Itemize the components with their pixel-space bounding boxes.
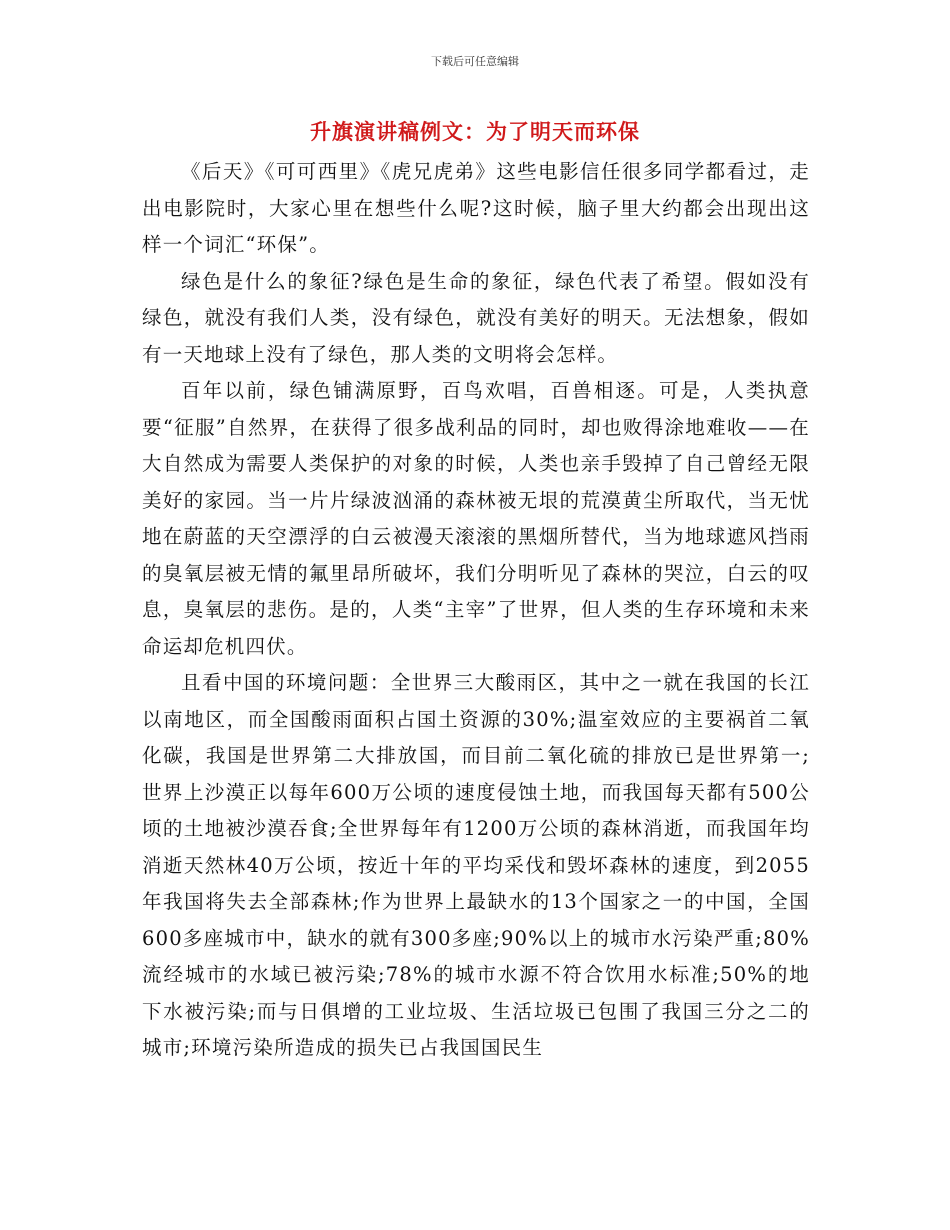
document-title: 升旗演讲稿例文：为了明天而环保	[310, 120, 640, 144]
paragraph-4: 且看中国的环境问题：全世界三大酸雨区，其中之一就在我国的长江以南地区，而全国酸雨面积占国土资源的30%;温室效应的主要祸首二氧化碳，我国是世界第二大排放国，而目前二氧化硫的排放已是世界第一;世界上沙漠正以每年600万公顷的速度侵蚀土地，而我国每天都有500公顷的土地被沙漠吞食;全世界每年有1200万公顷的森林消逝，而我国年均消逝天然林40万公顷，按近十年的平均采伐和毁坏森林的速度，到2055年我国将失去全部森林;作为世界上最缺水的13个国家之一的中国，全国600多座城市中，缺水的就有300多座;90%以上的城市水污染严重;80%流经城市的水域已被污染;78%的城市水源不符合饮用水标准;50%的地下水被污染;而与日俱增的工业垃圾、生活垃圾已包围了我国三分之二的城市;环境污染所造成的损失已占我国国民生	[142, 671, 810, 1059]
document-body	[142, 154, 810, 1067]
paragraph-3: 百年以前，绿色铺满原野，百鸟欢唱，百兽相逐。可是，人类执意要“征服”自然界，在获得了很多战利品的同时，却也败得涂地难收——在大自然成为需要人类保护的对象的时候，人类也亲手毁掉了自己曾经无限美好的家园。当一片片绿波汹涌的森林被无垠的荒漠黄尘所取代，当无忧地在蔚蓝的天空漂浮的白云被漫天滚滚的黑烟所替代，当为地球遮风挡雨的臭氧层被无情的氟里昂所破坏，我们分明听见了森林的哭泣，白云的叹息，臭氧层的悲伤。是的，人类“主宰”了世界，但人类的生存环境和未来命运却危机四伏。	[142, 379, 810, 658]
header-note: 下载后可任意编辑	[431, 55, 519, 68]
paragraph-2: 绿色是什么的象征?绿色是生命的象征，绿色代表了希望。假如没有绿色，就没有我们人类，没有绿色，就没有美好的明天。无法想象，假如有一天地球上没有了绿色，那人类的文明将会怎样。	[142, 269, 810, 366]
paragraph-1: 《后天》《可可西里》《虎兄虎弟》这些电影信任很多同学都看过，走出电影院时，大家心里在想些什么呢?这时候，脑子里大约都会出现出这样一个词汇“环保”。	[142, 160, 810, 256]
